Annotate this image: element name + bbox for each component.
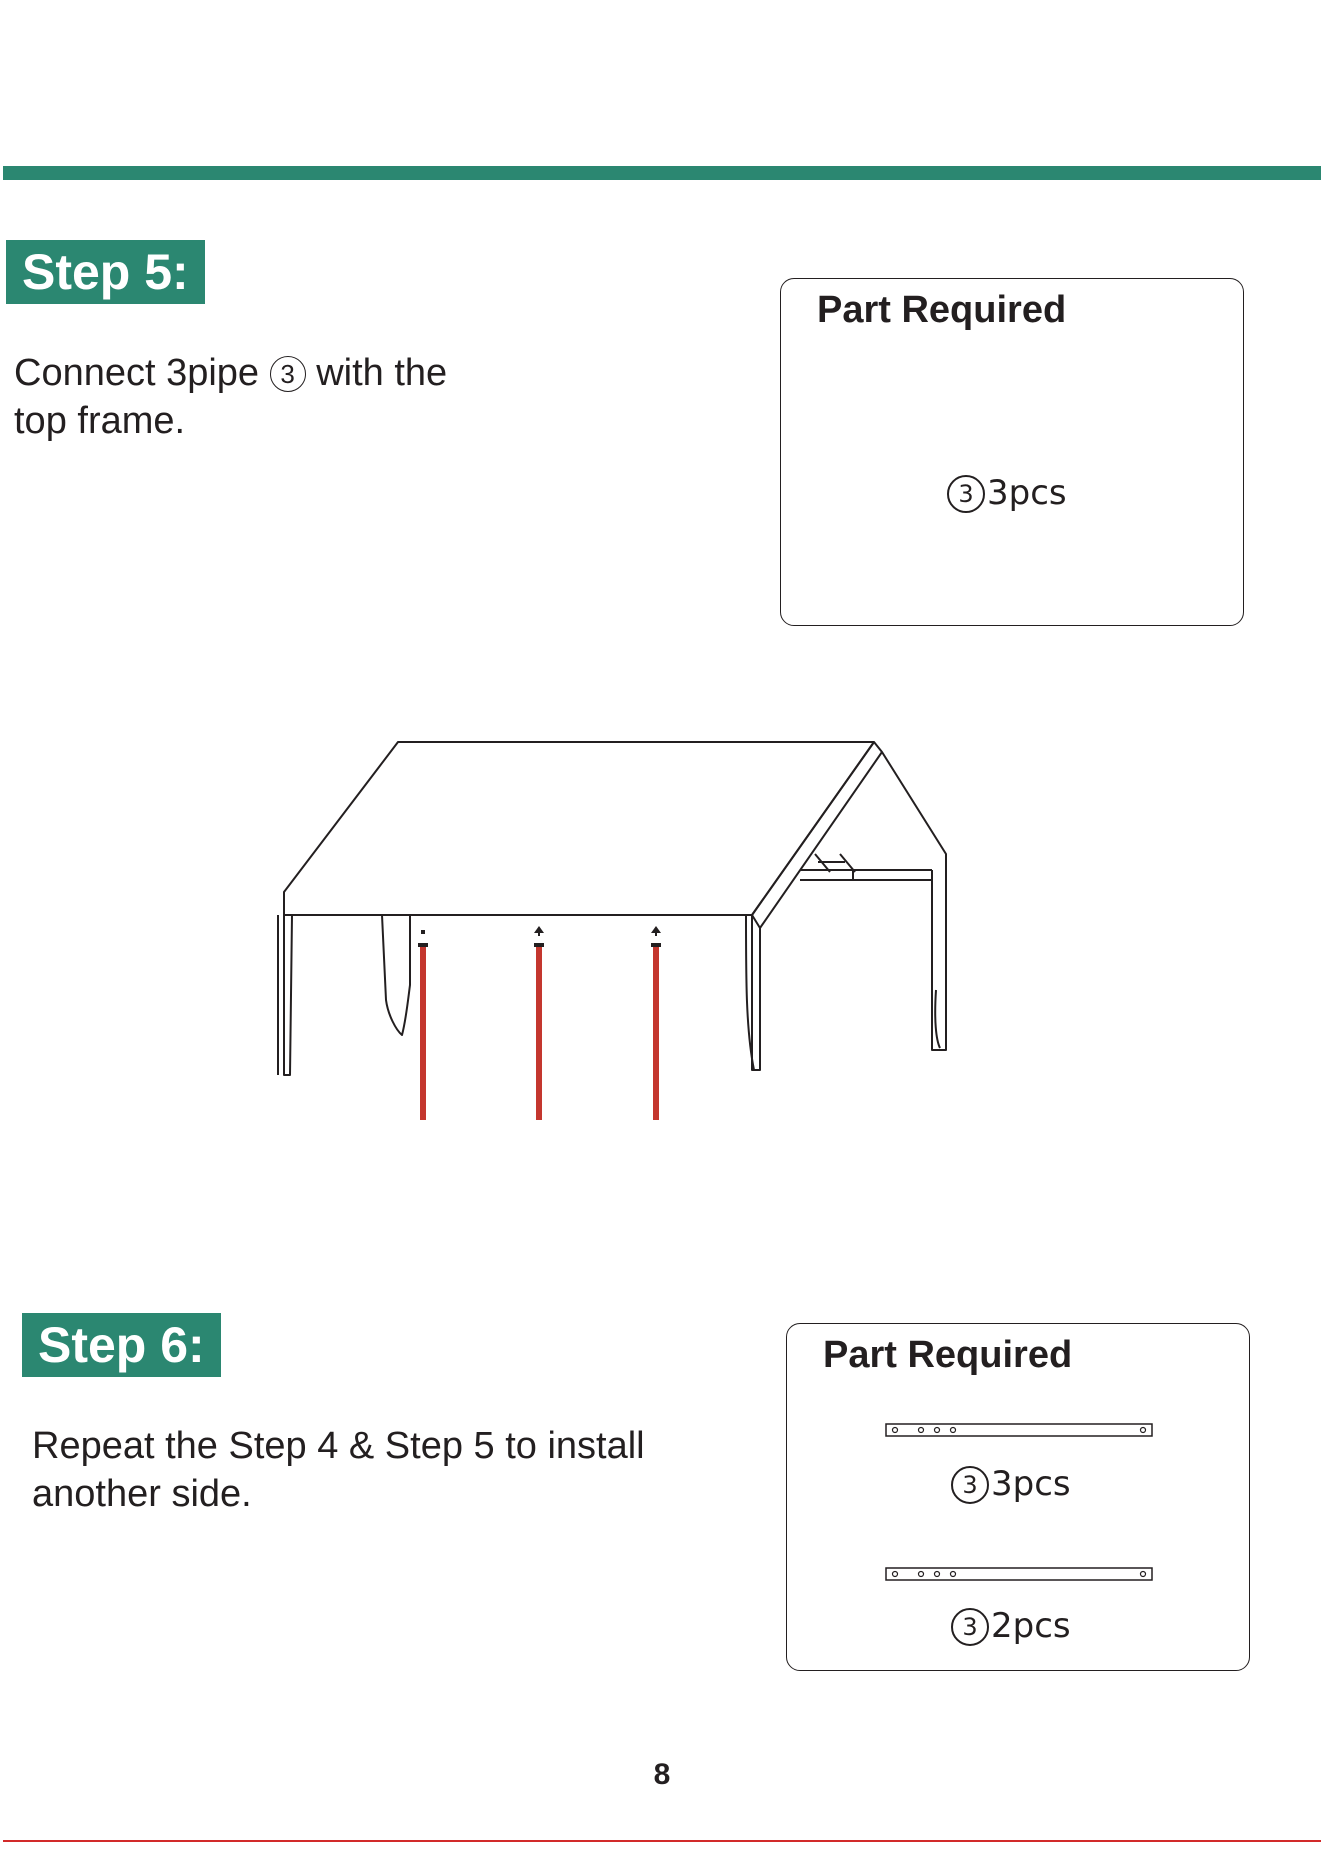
step-6-instruction-line2: another side. <box>32 1473 252 1515</box>
step-5-title: Step 5: <box>22 244 189 300</box>
step-6-instruction <box>32 1422 645 1518</box>
step-5-instruction-line2: top frame. <box>14 400 186 442</box>
gable-inner-edge <box>752 752 882 928</box>
page-number: 8 <box>653 1758 671 1791</box>
crossbar-rail-icon <box>885 1564 1155 1584</box>
step-5-instruction-line1: Connect 3pipe 3 with the <box>14 352 448 394</box>
roof-panel <box>284 742 874 915</box>
step-5-instruction <box>14 349 447 445</box>
step-5-badge <box>6 240 205 304</box>
step-5-parts-box <box>780 278 1244 626</box>
gable-crossbar <box>800 854 932 880</box>
arrow-up-icon <box>421 930 425 934</box>
step-5-parts-title: Part Required <box>817 289 1067 331</box>
pipe-2 <box>536 945 542 1120</box>
pipe-3 <box>653 945 659 1120</box>
leg-front-right <box>752 915 760 1070</box>
header-band <box>3 166 1321 180</box>
step-6-parts-title: Part Required <box>823 1334 1073 1376</box>
part-number-badge: 3 <box>951 1466 989 1504</box>
pipe-group <box>418 943 661 1120</box>
gable-front-edge <box>874 742 946 870</box>
arrow-up-icon <box>651 926 661 936</box>
part-number-badge: 3 <box>947 475 985 513</box>
step-6-part-qty-1: 3 3pcs <box>951 1464 1071 1504</box>
footer-rule <box>3 1840 1321 1842</box>
crossbar-rail-icon <box>885 1420 1155 1440</box>
step-6-badge <box>22 1313 221 1377</box>
step-6-part-qty-2: 3 2pcs <box>951 1606 1071 1646</box>
step-6-parts-box <box>786 1323 1250 1671</box>
leg-back-right <box>932 870 946 1050</box>
pipe-1 <box>420 945 426 1120</box>
step-6-instruction-line1: Repeat the Step 4 & Step 5 to install <box>32 1425 645 1467</box>
part-number-badge: 3 <box>270 356 306 392</box>
leg-front-left <box>284 892 292 1075</box>
part-number-badge: 3 <box>951 1608 989 1646</box>
canopy-frame-diagram <box>270 730 970 1130</box>
curtain-drape <box>382 915 410 1035</box>
step-5-part-qty: 3 3pcs <box>947 473 1067 513</box>
step-6-title: Step 6: <box>38 1317 205 1373</box>
arrow-up-icon <box>534 926 544 936</box>
up-arrow-icons <box>421 926 661 936</box>
